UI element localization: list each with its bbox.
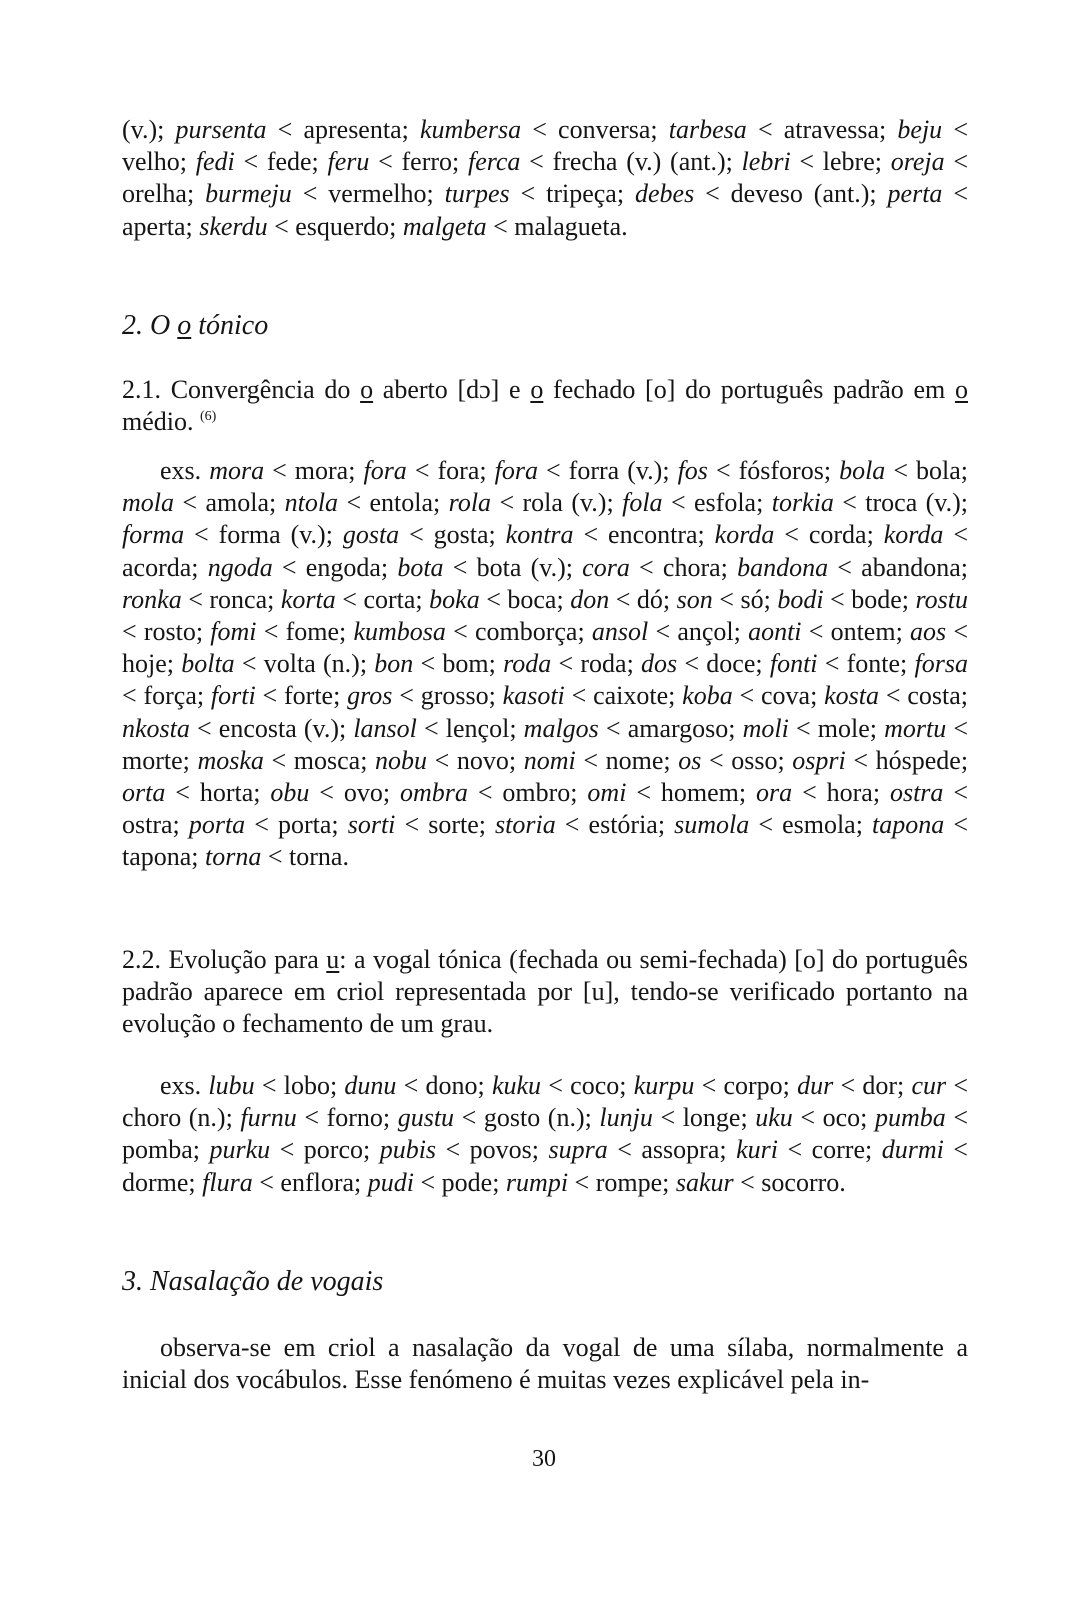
examples-2-2: exs. lubu < lobo; dunu < dono; kuku < coco; kurpu < corpo; dur < dor; cur < choro (n.); furnu < forno; gustu < gosto (n.); lunju < longe; uku < oco; pumba < pomba; purku < porco; pubis < povos; supra < assopra; kuri < corre; durmi < dorme; flura < enflora; pudi < pode; rumpi < rompe; sakur < socorro. bbox=[122, 1071, 969, 1197]
page-number: 30 bbox=[532, 1446, 556, 1472]
section-heading-3: 3. Nasalação de vogais bbox=[122, 1266, 384, 1297]
paragraph-2-1: 2.1. Convergência do o aberto [dɔ] e o fechado [o] do português padrão em o médio. $^{(6)}$ bbox=[122, 375, 969, 437]
paragraph-3: observa-se em criol a nasalação da vogal de uma sílaba, normalmente a inicial dos vocábulos. Esse fenómeno é muitas vezes explicável pela in- bbox=[122, 1333, 968, 1395]
intro-paragraph: (v.); pursenta < apresenta; kumbersa < conversa; tarbesa < atravessa; beju < velho; fedi < fede; feru < ferro; ferca < frecha (v.) (ant.); lebri < lebre; oreja < orelha; burmeju < vermelho; turpes < tripeça; debes < deveso (ant.); perta < aperta; skerdu < esquerdo; malgeta < malagueta. bbox=[122, 115, 969, 241]
paragraph-2-2: 2.2. Evolução para u: a vogal tónica (fechada ou semi-fechada) [o] do português padrão aparece em criol representada por [u], tendo-se verificado portanto na evolução o fechamento de um grau. bbox=[122, 945, 968, 1039]
section-heading-2: 2. O o tónico bbox=[122, 310, 269, 341]
examples-2-1: exs. mora < mora; fora < fora; fora < forra (v.); fos < fósforos; bola < bola; mola < amola; ntola < entola; rola < rola (v.); fola < esfola; torkia < troca (v.); forma < forma (v.); gosta < gosta; kontra < encontra; korda < corda; korda < acorda; ngoda < engoda; bota < bota (v.); cora < chora; bandona < abandona; ronka < ronca; korta < corta; boka < boca; don < dó; son < só; bodi < bode; rostu < rosto; fomi < fome; kumbosa < comborça; ansol < ançol; aonti < ontem; aos < hoje; bolta < volta (n.); bon < bom; roda < roda; dos < doce; fonti < fonte; forsa < força; forti < forte; gros < grosso; kasoti < caixote; koba < cova; kosta < costa; nkosta < encosta (v.); lansol < lençol; malgos < amargoso; moli < mole; mortu < morte; moska < mosca; nobu < novo; nomi < nome; os < osso; ospri < hóspede; orta < horta; obu < ovo; ombra < ombro; omi < homem; ora < hora; ostra < ostra; porta < porta; sorti < sorte; storia < estória; sumola < esmola; tapona < tapona; torna < torna. bbox=[122, 456, 969, 872]
